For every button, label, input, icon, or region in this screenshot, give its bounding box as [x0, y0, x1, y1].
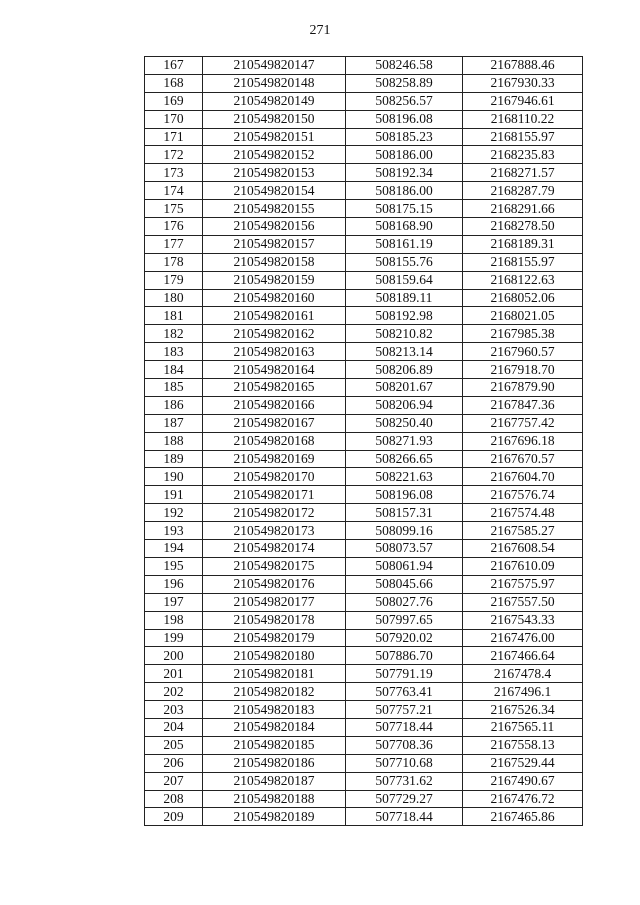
row-number-cell: 198	[145, 611, 203, 629]
point-id-cell: 210549820154	[203, 182, 346, 200]
point-id-cell: 210549820147	[203, 57, 346, 75]
y-coordinate-cell: 2167466.64	[463, 647, 583, 665]
point-id-cell: 210549820149	[203, 92, 346, 110]
x-coordinate-cell: 508159.64	[346, 271, 463, 289]
x-coordinate-cell: 508175.15	[346, 200, 463, 218]
x-coordinate-cell: 507708.36	[346, 736, 463, 754]
x-coordinate-cell: 508099.16	[346, 522, 463, 540]
x-coordinate-cell: 507791.19	[346, 665, 463, 683]
x-coordinate-cell: 508186.00	[346, 146, 463, 164]
coordinates-table-body	[145, 57, 583, 826]
row-number-cell: 183	[145, 343, 203, 361]
y-coordinate-cell: 2168110.22	[463, 110, 583, 128]
table-row	[145, 808, 583, 826]
table-row	[145, 718, 583, 736]
y-coordinate-cell: 2167575.97	[463, 575, 583, 593]
point-id-cell: 210549820178	[203, 611, 346, 629]
x-coordinate-cell: 508073.57	[346, 540, 463, 558]
point-id-cell: 210549820173	[203, 522, 346, 540]
x-coordinate-cell: 508157.31	[346, 504, 463, 522]
y-coordinate-cell: 2168052.06	[463, 289, 583, 307]
table-row	[145, 736, 583, 754]
point-id-cell: 210549820183	[203, 701, 346, 719]
point-id-cell: 210549820165	[203, 379, 346, 397]
row-number-cell: 191	[145, 486, 203, 504]
y-coordinate-cell: 2167670.57	[463, 450, 583, 468]
point-id-cell: 210549820176	[203, 575, 346, 593]
row-number-cell: 187	[145, 414, 203, 432]
table-row	[145, 361, 583, 379]
point-id-cell: 210549820170	[203, 468, 346, 486]
table-row	[145, 450, 583, 468]
point-id-cell: 210549820175	[203, 557, 346, 575]
y-coordinate-cell: 2167565.11	[463, 718, 583, 736]
point-id-cell: 210549820156	[203, 218, 346, 236]
table-row	[145, 200, 583, 218]
row-number-cell: 203	[145, 701, 203, 719]
y-coordinate-cell: 2167526.34	[463, 701, 583, 719]
point-id-cell: 210549820172	[203, 504, 346, 522]
row-number-cell: 205	[145, 736, 203, 754]
table-row	[145, 540, 583, 558]
table-row	[145, 325, 583, 343]
x-coordinate-cell: 508186.00	[346, 182, 463, 200]
point-id-cell: 210549820171	[203, 486, 346, 504]
table-row	[145, 611, 583, 629]
table-row	[145, 486, 583, 504]
point-id-cell: 210549820155	[203, 200, 346, 218]
row-number-cell: 194	[145, 540, 203, 558]
x-coordinate-cell: 507710.68	[346, 754, 463, 772]
y-coordinate-cell: 2167557.50	[463, 593, 583, 611]
row-number-cell: 208	[145, 790, 203, 808]
table-row	[145, 74, 583, 92]
y-coordinate-cell: 2167930.33	[463, 74, 583, 92]
y-coordinate-cell: 2167529.44	[463, 754, 583, 772]
x-coordinate-cell: 508196.08	[346, 110, 463, 128]
x-coordinate-cell: 508210.82	[346, 325, 463, 343]
table-row	[145, 683, 583, 701]
row-number-cell: 209	[145, 808, 203, 826]
point-id-cell: 210549820180	[203, 647, 346, 665]
row-number-cell: 185	[145, 379, 203, 397]
point-id-cell: 210549820177	[203, 593, 346, 611]
point-id-cell: 210549820160	[203, 289, 346, 307]
row-number-cell: 195	[145, 557, 203, 575]
x-coordinate-cell: 508192.98	[346, 307, 463, 325]
table-row	[145, 253, 583, 271]
table-row	[145, 307, 583, 325]
y-coordinate-cell: 2168287.79	[463, 182, 583, 200]
y-coordinate-cell: 2167610.09	[463, 557, 583, 575]
x-coordinate-cell: 507920.02	[346, 629, 463, 647]
row-number-cell: 197	[145, 593, 203, 611]
x-coordinate-cell: 508271.93	[346, 432, 463, 450]
table-row	[145, 57, 583, 75]
point-id-cell: 210549820179	[203, 629, 346, 647]
table-row	[145, 343, 583, 361]
x-coordinate-cell: 508185.23	[346, 128, 463, 146]
y-coordinate-cell: 2167490.67	[463, 772, 583, 790]
table-row	[145, 414, 583, 432]
table-row	[145, 468, 583, 486]
point-id-cell: 210549820188	[203, 790, 346, 808]
row-number-cell: 199	[145, 629, 203, 647]
row-number-cell: 180	[145, 289, 203, 307]
page-number: 271	[309, 23, 331, 38]
row-number-cell: 192	[145, 504, 203, 522]
x-coordinate-cell: 508061.94	[346, 557, 463, 575]
table-row	[145, 504, 583, 522]
y-coordinate-cell: 2167574.48	[463, 504, 583, 522]
table-row	[145, 379, 583, 397]
x-coordinate-cell: 508266.65	[346, 450, 463, 468]
point-id-cell: 210549820158	[203, 253, 346, 271]
x-coordinate-cell: 507997.65	[346, 611, 463, 629]
point-id-cell: 210549820150	[203, 110, 346, 128]
row-number-cell: 193	[145, 522, 203, 540]
row-number-cell: 188	[145, 432, 203, 450]
point-id-cell: 210549820169	[203, 450, 346, 468]
point-id-cell: 210549820189	[203, 808, 346, 826]
x-coordinate-cell: 507718.44	[346, 718, 463, 736]
point-id-cell: 210549820184	[203, 718, 346, 736]
table-row	[145, 593, 583, 611]
row-number-cell: 181	[145, 307, 203, 325]
row-number-cell: 177	[145, 235, 203, 253]
y-coordinate-cell: 2168155.97	[463, 128, 583, 146]
y-coordinate-cell: 2167478.4	[463, 665, 583, 683]
x-coordinate-cell: 508189.11	[346, 289, 463, 307]
x-coordinate-cell: 508045.66	[346, 575, 463, 593]
table-row	[145, 575, 583, 593]
point-id-cell: 210549820185	[203, 736, 346, 754]
x-coordinate-cell: 508206.89	[346, 361, 463, 379]
row-number-cell: 170	[145, 110, 203, 128]
y-coordinate-cell: 2167985.38	[463, 325, 583, 343]
y-coordinate-cell: 2167496.1	[463, 683, 583, 701]
x-coordinate-cell: 507763.41	[346, 683, 463, 701]
table-row	[145, 647, 583, 665]
row-number-cell: 184	[145, 361, 203, 379]
point-id-cell: 210549820182	[203, 683, 346, 701]
y-coordinate-cell: 2167543.33	[463, 611, 583, 629]
y-coordinate-cell: 2167465.86	[463, 808, 583, 826]
table-row	[145, 235, 583, 253]
y-coordinate-cell: 2168271.57	[463, 164, 583, 182]
row-number-cell: 200	[145, 647, 203, 665]
y-coordinate-cell: 2167558.13	[463, 736, 583, 754]
y-coordinate-cell: 2167476.00	[463, 629, 583, 647]
x-coordinate-cell: 507731.62	[346, 772, 463, 790]
point-id-cell: 210549820187	[203, 772, 346, 790]
table-row	[145, 218, 583, 236]
y-coordinate-cell: 2167608.54	[463, 540, 583, 558]
x-coordinate-cell: 508027.76	[346, 593, 463, 611]
y-coordinate-cell: 2167576.74	[463, 486, 583, 504]
table-row	[145, 557, 583, 575]
table-row	[145, 128, 583, 146]
coordinates-table	[144, 56, 583, 826]
point-id-cell: 210549820163	[203, 343, 346, 361]
y-coordinate-cell: 2167888.46	[463, 57, 583, 75]
x-coordinate-cell: 508155.76	[346, 253, 463, 271]
point-id-cell: 210549820161	[203, 307, 346, 325]
row-number-cell: 168	[145, 74, 203, 92]
row-number-cell: 207	[145, 772, 203, 790]
y-coordinate-cell: 2167918.70	[463, 361, 583, 379]
y-coordinate-cell: 2168189.31	[463, 235, 583, 253]
point-id-cell: 210549820152	[203, 146, 346, 164]
x-coordinate-cell: 508161.19	[346, 235, 463, 253]
x-coordinate-cell: 508246.58	[346, 57, 463, 75]
table-row	[145, 182, 583, 200]
table-row	[145, 701, 583, 719]
point-id-cell: 210549820148	[203, 74, 346, 92]
row-number-cell: 182	[145, 325, 203, 343]
y-coordinate-cell: 2167879.90	[463, 379, 583, 397]
x-coordinate-cell: 507757.21	[346, 701, 463, 719]
table-row	[145, 629, 583, 647]
y-coordinate-cell: 2168235.83	[463, 146, 583, 164]
row-number-cell: 179	[145, 271, 203, 289]
y-coordinate-cell: 2167604.70	[463, 468, 583, 486]
point-id-cell: 210549820162	[203, 325, 346, 343]
row-number-cell: 174	[145, 182, 203, 200]
row-number-cell: 178	[145, 253, 203, 271]
y-coordinate-cell: 2168278.50	[463, 218, 583, 236]
y-coordinate-cell: 2167585.27	[463, 522, 583, 540]
table-row	[145, 146, 583, 164]
y-coordinate-cell: 2167696.18	[463, 432, 583, 450]
table-row	[145, 396, 583, 414]
row-number-cell: 190	[145, 468, 203, 486]
row-number-cell: 172	[145, 146, 203, 164]
point-id-cell: 210549820167	[203, 414, 346, 432]
x-coordinate-cell: 508213.14	[346, 343, 463, 361]
table-row	[145, 110, 583, 128]
row-number-cell: 202	[145, 683, 203, 701]
table-row	[145, 271, 583, 289]
point-id-cell: 210549820159	[203, 271, 346, 289]
x-coordinate-cell: 508258.89	[346, 74, 463, 92]
point-id-cell: 210549820164	[203, 361, 346, 379]
row-number-cell: 175	[145, 200, 203, 218]
point-id-cell: 210549820166	[203, 396, 346, 414]
point-id-cell: 210549820181	[203, 665, 346, 683]
y-coordinate-cell: 2168155.97	[463, 253, 583, 271]
x-coordinate-cell: 508168.90	[346, 218, 463, 236]
point-id-cell: 210549820151	[203, 128, 346, 146]
y-coordinate-cell: 2167946.61	[463, 92, 583, 110]
y-coordinate-cell: 2167847.36	[463, 396, 583, 414]
x-coordinate-cell: 507718.44	[346, 808, 463, 826]
x-coordinate-cell: 508192.34	[346, 164, 463, 182]
row-number-cell: 169	[145, 92, 203, 110]
row-number-cell: 173	[145, 164, 203, 182]
row-number-cell: 206	[145, 754, 203, 772]
row-number-cell: 186	[145, 396, 203, 414]
x-coordinate-cell: 508201.67	[346, 379, 463, 397]
x-coordinate-cell: 508196.08	[346, 486, 463, 504]
row-number-cell: 189	[145, 450, 203, 468]
x-coordinate-cell: 508206.94	[346, 396, 463, 414]
point-id-cell: 210549820174	[203, 540, 346, 558]
table-row	[145, 772, 583, 790]
point-id-cell: 210549820168	[203, 432, 346, 450]
row-number-cell: 201	[145, 665, 203, 683]
table-row	[145, 665, 583, 683]
point-id-cell: 210549820153	[203, 164, 346, 182]
table-row	[145, 522, 583, 540]
table-row	[145, 164, 583, 182]
y-coordinate-cell: 2168021.05	[463, 307, 583, 325]
table-row	[145, 289, 583, 307]
x-coordinate-cell: 508250.40	[346, 414, 463, 432]
x-coordinate-cell: 508256.57	[346, 92, 463, 110]
x-coordinate-cell: 507729.27	[346, 790, 463, 808]
table-row	[145, 92, 583, 110]
table-row	[145, 432, 583, 450]
row-number-cell: 171	[145, 128, 203, 146]
point-id-cell: 210549820157	[203, 235, 346, 253]
row-number-cell: 196	[145, 575, 203, 593]
y-coordinate-cell: 2167757.42	[463, 414, 583, 432]
y-coordinate-cell: 2168291.66	[463, 200, 583, 218]
x-coordinate-cell: 507886.70	[346, 647, 463, 665]
y-coordinate-cell: 2168122.63	[463, 271, 583, 289]
table-row	[145, 754, 583, 772]
row-number-cell: 176	[145, 218, 203, 236]
row-number-cell: 167	[145, 57, 203, 75]
y-coordinate-cell: 2167960.57	[463, 343, 583, 361]
point-id-cell: 210549820186	[203, 754, 346, 772]
table-row	[145, 790, 583, 808]
x-coordinate-cell: 508221.63	[346, 468, 463, 486]
row-number-cell: 204	[145, 718, 203, 736]
y-coordinate-cell: 2167476.72	[463, 790, 583, 808]
